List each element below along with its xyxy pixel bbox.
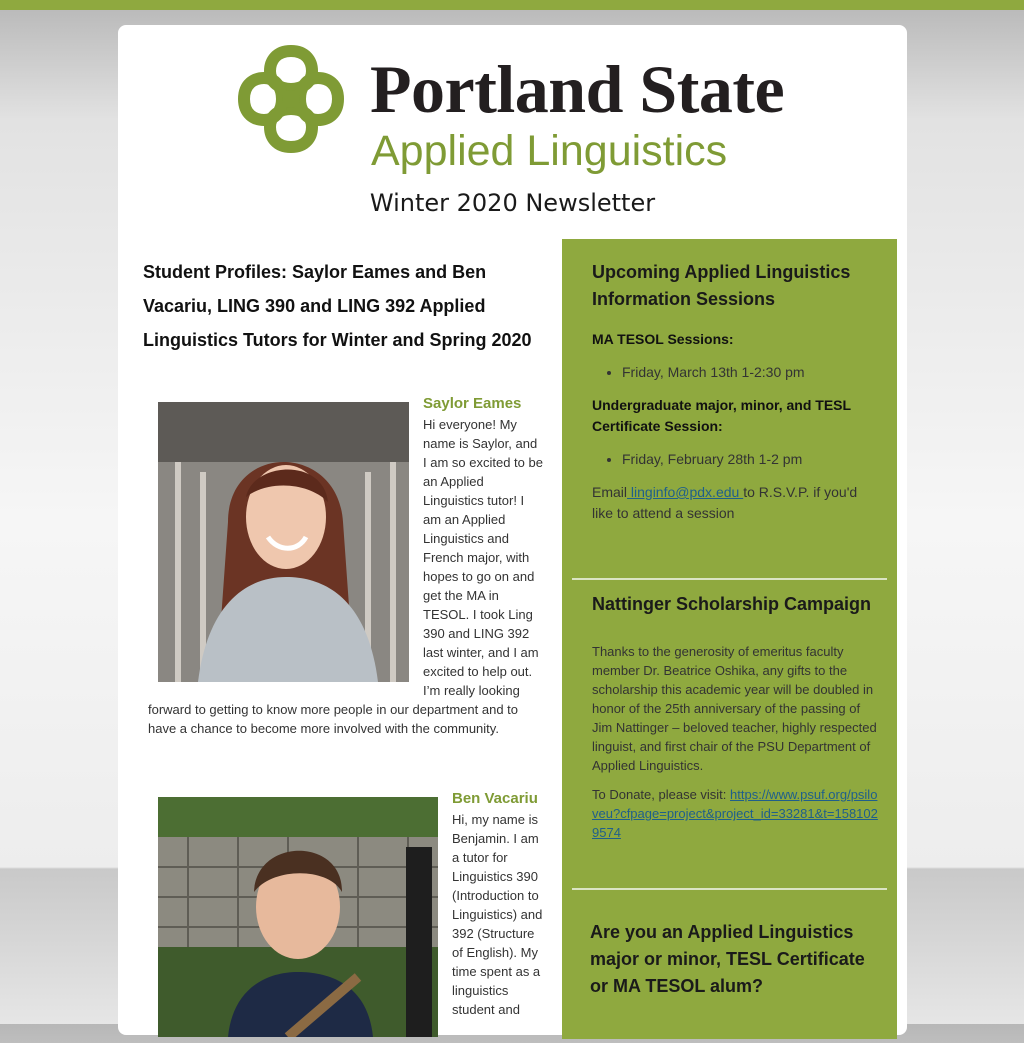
- donate-link[interactable]: https://www.psuf.org/psiloveu?cfpage=project&project_id=33281&t=1581029574: [592, 787, 878, 840]
- top-accent-bar: [0, 0, 1024, 10]
- rsvp-text: [592, 482, 882, 524]
- scholarship-body: Thanks to the generosity of emeritus faculty member Dr. Beatrice Oshika, any gifts to the scholarship this academic year will be doubled in honor of the 25th anniversary of the passing of Jim Nattinger – beloved teacher, highly respected linguist, and first chair of the PSU Department of Applied Linguistics.: [592, 644, 877, 773]
- rsvp-suffix: to R.S.V.P. if you'd like to attend a session: [592, 484, 858, 521]
- alum-title: Are you an Applied Linguistics major or minor, TESL Certificate or MA TESOL alum?: [590, 922, 865, 996]
- logo-subtitle: Applied Linguistics: [371, 127, 728, 175]
- newsletter-header: [118, 25, 907, 239]
- alum-section: [590, 919, 880, 1000]
- profile-name: Ben Vacariu: [452, 790, 538, 807]
- profile-saylor: [148, 394, 543, 738]
- article-title: Student Profiles: Saylor Eames and Ben Vacariu, LING 390 and LING 392 Applied Linguistics Tutors for Winter and Spring 2020: [143, 262, 532, 350]
- info-sessions-section: [592, 259, 882, 524]
- ben-portrait-image: [158, 797, 438, 1037]
- ma-sessions-list: [592, 362, 882, 383]
- info-sessions-title: Upcoming Applied Linguistics Information Sessions: [592, 262, 851, 309]
- donate-text: [592, 785, 882, 842]
- rsvp-email-link[interactable]: linginfo@pdx.edu: [627, 484, 744, 500]
- ug-sessions-list: [592, 449, 882, 470]
- session-date: • Friday, February 28th 1-2 pm: [622, 449, 882, 470]
- profile-name: Saylor Eames: [423, 395, 522, 412]
- profile-bio: Hi, my name is Benjamin. I am a tutor for Linguistics 390 (Introduction to Linguistics) and 392 (Structure of English). My time spent as a linguistics student and: [452, 812, 543, 1017]
- profile-bio: Hi everyone! My name is Saylor, and I am so excited to be an Applied Linguistics tutor! I am an Applied Linguistics and French major, with hopes to go on and get the MA in TESOL. I took Ling 390 and LING 392 last winter, and I am excited to help out. I’m really looking forward to getting to know more people in our department and to have a chance to become more involved with the community.: [148, 417, 543, 736]
- scholarship-section: [592, 591, 882, 842]
- session-date: • Friday, March 13th 1-2:30 pm: [622, 362, 882, 383]
- newsletter-page: [118, 25, 907, 1035]
- saylor-photo: [158, 402, 409, 682]
- donate-prefix: To Donate, please visit:: [592, 787, 731, 802]
- sidebar: [562, 239, 897, 1039]
- ma-sessions-heading: MA TESOL Sessions:: [592, 331, 734, 347]
- psu-logo-icon: [236, 43, 346, 155]
- ben-photo: [158, 797, 438, 1037]
- scholarship-title: Nattinger Scholarship Campaign: [592, 594, 872, 614]
- ug-sessions-heading: Undergraduate major, minor, and TESL Certificate Session:: [592, 397, 851, 434]
- section-divider: [572, 578, 887, 580]
- profile-ben: [148, 789, 543, 1043]
- newsletter-title: Winter 2020 Newsletter: [369, 189, 656, 217]
- saylor-portrait-image: [158, 402, 409, 682]
- rsvp-prefix: Email: [592, 484, 628, 500]
- section-divider: [572, 888, 887, 890]
- logo-title: Portland State: [370, 51, 785, 127]
